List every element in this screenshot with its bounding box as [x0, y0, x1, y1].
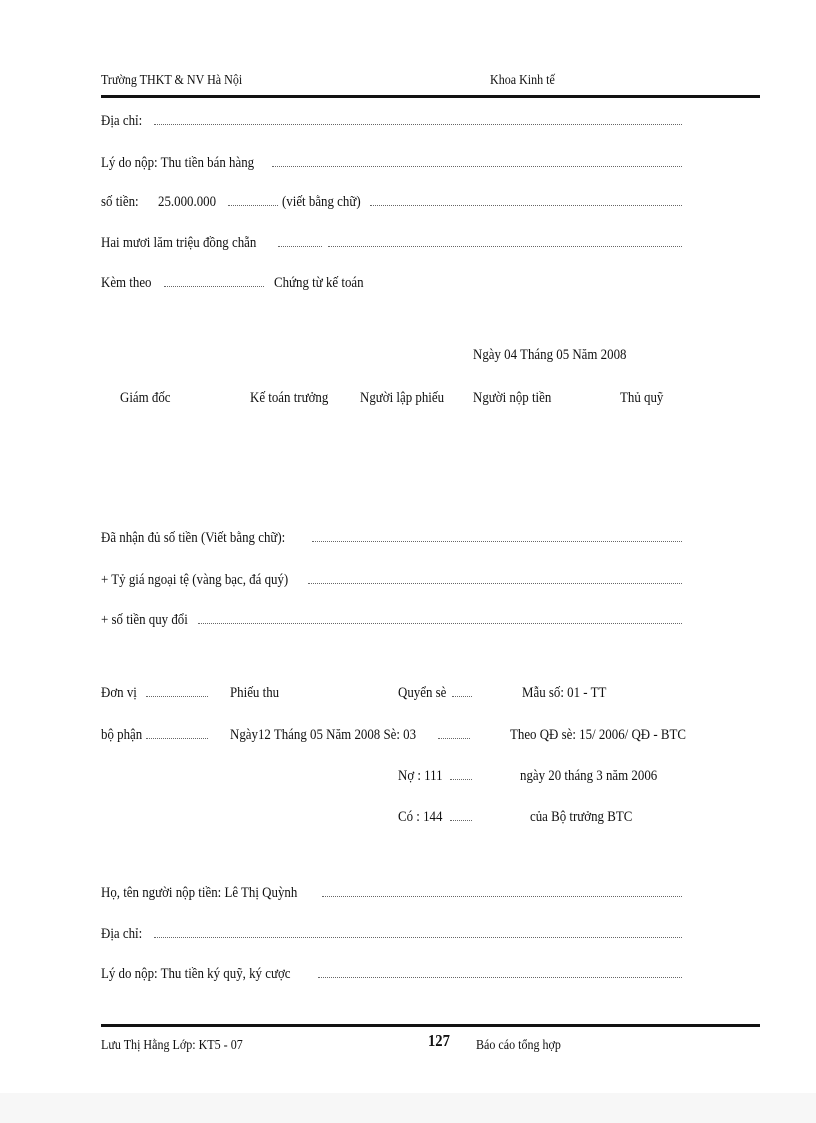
- book-dots: [452, 696, 472, 697]
- footer-report-title: Báo cáo tổng hợp: [476, 1038, 561, 1053]
- amount-dots: [228, 205, 278, 206]
- attach-dots: [164, 286, 264, 287]
- payer-address-label: Địa chỉ:: [101, 926, 143, 942]
- dept-label: bộ phận: [101, 727, 143, 743]
- address-label: Địa chỉ:: [101, 113, 143, 129]
- date-line: Ngày 04 Tháng 05 Năm 2008: [473, 347, 627, 363]
- received-line-1: Đã nhận đủ số tiền (Viết bằng chữ):: [101, 530, 286, 546]
- decision-line: Theo QĐ sè: 15/ 2006/ QĐ - BTC: [510, 727, 686, 743]
- received-dots-3: [198, 623, 682, 624]
- unit-dots: [146, 696, 208, 697]
- header-department: Khoa Kinh tế: [490, 73, 555, 88]
- footer-page-number: 127: [428, 1031, 450, 1050]
- signer-payer: Người nộp tiền: [473, 390, 552, 406]
- reason-dots: [272, 166, 682, 167]
- received-line-2: + Tỷ giá ngoại tệ (vàng bạc, đá quý): [101, 572, 289, 588]
- signer-director: Giám đốc: [120, 390, 171, 406]
- received-dots-2: [308, 583, 682, 584]
- signer-chief-accountant: Kế toán trưởng: [250, 390, 329, 406]
- voucher-title: Phiếu thu: [230, 685, 280, 701]
- credit-dots: [450, 820, 472, 821]
- address-dots: [154, 124, 682, 125]
- received-line-3: + số tiền quy đổi: [101, 612, 188, 628]
- attach-label: Kèm theo: [101, 275, 152, 291]
- payer-reason-line: Lý do nộp: Thu tiền ký quỹ, ký cược: [101, 966, 291, 982]
- header-school: Trường THKT & NV Hà Nội: [101, 73, 243, 88]
- book-label: Quyển sè: [398, 685, 447, 701]
- debit-dots: [450, 779, 472, 780]
- form-number: Mẫu số: 01 - TT: [522, 685, 607, 701]
- credit-line: Có : 144: [398, 809, 443, 825]
- unit-label: Đơn vị: [101, 685, 137, 701]
- amount-words-dots-a: [278, 246, 322, 247]
- payer-reason-dots: [318, 977, 682, 978]
- in-words-dots: [370, 205, 682, 206]
- in-words-label: (viết bằng chữ): [282, 194, 361, 210]
- payer-name-dots: [322, 896, 682, 897]
- page-bottom-strip: [0, 1093, 816, 1123]
- header-rule: [101, 95, 760, 98]
- voucher-no-dots: [438, 738, 470, 739]
- amount-label: số tiền:: [101, 194, 139, 210]
- attach-value: Chứng từ kế toán: [274, 275, 364, 291]
- amount-words-dots-b: [328, 246, 682, 247]
- footer-rule: [101, 1024, 760, 1027]
- received-dots-1: [312, 541, 682, 542]
- decision-issuer: của Bộ trưởng BTC: [530, 809, 633, 825]
- footer-author: Lưu Thị Hằng Lớp: KT5 - 07: [101, 1038, 243, 1053]
- signer-cashier: Thủ quỹ: [620, 390, 664, 406]
- dept-dots: [146, 738, 208, 739]
- payer-name-line: Họ, tên người nộp tiền: Lê Thị Quỳnh: [101, 885, 298, 901]
- reason-line: Lý do nộp: Thu tiền bán hàng: [101, 155, 255, 171]
- voucher-date: Ngày12 Tháng 05 Năm 2008 Sè: 03: [230, 727, 417, 743]
- decision-date: ngày 20 tháng 3 năm 2006: [520, 768, 658, 784]
- payer-address-dots: [154, 937, 682, 938]
- amount-words: Hai mươi lăm triệu đồng chẵn: [101, 235, 257, 251]
- amount-value: 25.000.000: [158, 194, 217, 210]
- signer-preparer: Người lập phiếu: [360, 390, 445, 406]
- debit-line: Nợ : 111: [398, 768, 443, 784]
